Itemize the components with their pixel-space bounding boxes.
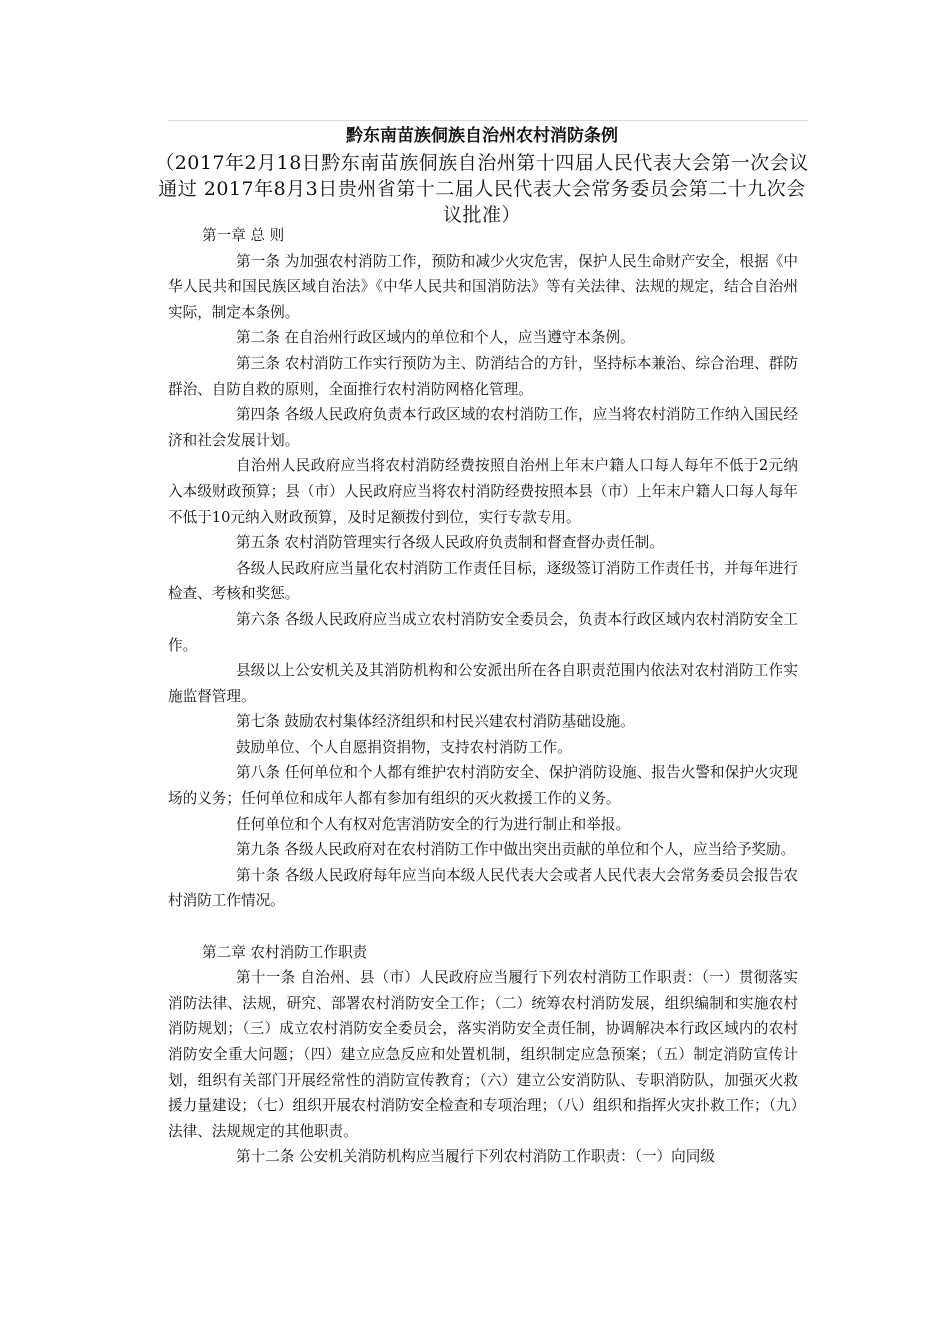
paragraph: 第七条 鼓励农村集体经济组织和村民兴建农村消防基础设施。 [236,713,635,731]
paragraph: 第十二条 公安机关消防机构应当履行下列农村消防工作职责：（一）向同级 [236,1148,715,1166]
paragraph: 第二条 在自治州行政区域内的单位和个人，应当遵守本条例。 [236,329,635,347]
paragraph: 第十条 各级人民政府每年应当向本级人民代表大会或者人民代表大会常务委员会报告农村消防工作情况。 [168,866,798,910]
paragraph: 第一条 为加强农村消防工作，预防和减少火灾危害，保护人民生命财产安全，根据《中华人民共和国民族区域自治法》《中华人民共和国消防法》等有关法律、法规的规定，结合自治州实际，制定本条例。 [168,252,798,321]
document-body [168,223,798,1170]
paragraph: 鼓励单位、个人自愿捐资捐物，支持农村消防工作。 [236,738,572,756]
document-subtitle: （2017年2月18日黔东南苗族侗族自治州第十四届人民代表大会第一次会议通过 2017年8月3日贵州省第十二届人民代表大会常务委员会第二十九次会议批准） [155,152,809,226]
paragraph: 第五条 农村消防管理实行各级人民政府负责制和督查督办责任制。 [236,534,664,552]
paragraph: 第八条 任何单位和个人都有维护农村消防安全、保护消防设施、报告火警和保护火灾现场的义务；任何单位和成年人都有参加有组织的灭火救援工作的义务。 [168,764,798,808]
header-rule [168,120,808,121]
paragraph: 第九条 各级人民政府对在农村消防工作中做出突出贡献的单位和个人，应当给予奖励。 [236,841,796,859]
chapter-heading: 第一章 总 则 [202,227,285,244]
paragraph: 县级以上公安机关及其消防机构和公安派出所在各自职责范围内依法对农村消防工作实施监督管理。 [168,662,798,705]
paragraph: 各级人民政府应当量化农村消防工作责任目标，逐级签订消防工作责任书，并每年进行检查、考核和奖惩。 [168,559,798,603]
paragraph: 自治州人民政府应当将农村消防经费按照自治州上年末户籍人口每人每年不低于2元纳入本级财政预算；县（市）人民政府应当将农村消防经费按照本县（市）上年末户籍人口每人每年不低于10元纳入财政预算，及时足额拨付到位，实行专款专用。 [168,457,798,526]
chapter-heading: 第二章 农村消防工作职责 [202,943,368,961]
paragraph: 第四条 各级人民政府负责本行政区域的农村消防工作，应当将农村消防工作纳入国民经济和社会发展计划。 [168,406,798,449]
section-gap [168,914,798,940]
paragraph: 第六条 各级人民政府应当成立农村消防安全委员会，负责本行政区域内农村消防安全工作。 [168,610,798,654]
document-title: 黔东南苗族侗族自治州农村消防条例 [346,126,618,146]
paragraph: 任何单位和个人有权对危害消防安全的行为进行制止和举报。 [236,815,631,833]
paragraph: 第十一条 自治州、县（市）人民政府应当履行下列农村消防工作职责：（一）贯彻落实消防法律、法规，研究、部署农村消防安全工作；（二）统筹农村消防发展，组织编制和实施农村消防规划；（三）成立农村消防安全委员会，落实消防安全责任制，协调解决本行政区域内的农村消防安全重大问题；（四）建立应急反应和处置机制，组织制定应急预案；（五）制定消防宣传计划，组织有关部门开展经常性的消防宣传教育；（六）建立公安消防队、专职消防队，加强灭火救援力量建设；（七）组织开展农村消防安全检查和专项治理；（八）组织和指挥火灾扑救工作；（九）法律、法规规定的其他职责。 [168,969,798,1140]
paragraph: 第三条 农村消防工作实行预防为主、防消结合的方针，坚持标本兼治、综合治理、群防群治、自防自救的原则，全面推行农村消防网格化管理。 [168,354,798,398]
